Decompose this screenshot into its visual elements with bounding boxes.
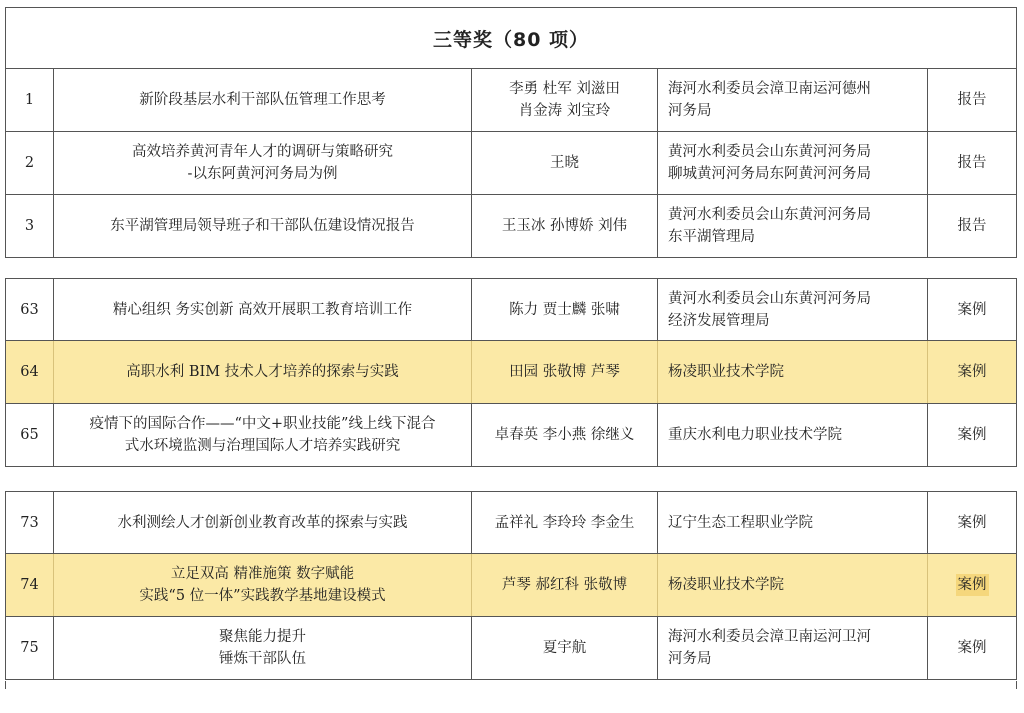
table-row	[5, 554, 1017, 617]
row-number: 74	[6, 554, 54, 616]
row-number: 65	[6, 404, 54, 466]
table-row	[5, 69, 1017, 132]
result-type-label: 案例	[956, 574, 989, 596]
organization-line: 聊城黄河河务局东阿黄河河务局	[668, 166, 871, 182]
authors-line: 孟祥礼 李玲玲 李金生	[494, 514, 635, 531]
project-title-line: 锤炼干部队伍	[219, 651, 306, 667]
organization	[658, 341, 928, 403]
result-type-label: 报告	[957, 155, 987, 171]
organization-line: 黄河水利委员会山东黄河河务局	[668, 290, 871, 307]
organization	[658, 492, 928, 553]
authors	[472, 492, 658, 553]
organization-line: 杨凌职业技术学院	[668, 577, 784, 593]
organization-line: 重庆水利电力职业技术学院	[668, 427, 842, 443]
project-title-line: 高效培养黄河青年人才的调研与策略研究	[132, 144, 393, 160]
authors-line: 李勇 杜军 刘滋田	[509, 81, 620, 97]
project-title-line: 立足双高 精准施策 数字赋能	[170, 566, 355, 582]
organization-line: 经济发展管理局	[668, 312, 770, 329]
project-title	[54, 279, 472, 340]
authors	[472, 617, 658, 679]
project-title	[54, 617, 472, 679]
result-type	[928, 195, 1016, 257]
organization-line: 东平湖管理局	[668, 229, 755, 245]
project-title-line: 东平湖管理局领导班子和干部队伍建设情况报告	[110, 218, 415, 234]
authors-line: 陈力 贾士麟 张啸	[509, 301, 620, 318]
authors-line: 王玉冰 孙博娇 刘伟	[501, 218, 628, 234]
table-row	[5, 132, 1017, 195]
result-type-label: 案例	[957, 514, 987, 531]
organization-line: 杨凌职业技术学院	[668, 364, 784, 380]
authors-line: 卓春英 李小燕 徐继义	[494, 427, 635, 443]
project-title	[54, 195, 472, 257]
organization	[658, 279, 928, 340]
organization-line: 海河水利委员会漳卫南运河德州	[668, 81, 871, 97]
project-title-line: 实践“5 位一体”实践教学基地建设模式	[139, 588, 386, 604]
table-row	[5, 491, 1017, 554]
table-row	[5, 617, 1017, 680]
organization	[658, 617, 928, 679]
project-title-line: 疫情下的国际合作——“中文+职业技能”线上线下混合	[89, 416, 436, 432]
organization	[658, 69, 928, 131]
project-title-line: 聚焦能力提升	[219, 629, 306, 645]
project-title	[54, 132, 472, 194]
table-row	[5, 278, 1017, 341]
result-type	[928, 279, 1016, 340]
project-title-line: 精心组织 务实创新 高效开展职工教育培训工作	[112, 301, 413, 318]
result-type-label: 案例	[957, 640, 987, 656]
organization-line: 河务局	[668, 651, 712, 667]
authors-line: 夏宇航	[542, 640, 587, 656]
authors	[472, 404, 658, 466]
project-title	[54, 492, 472, 553]
authors	[472, 132, 658, 194]
row-number: 64	[6, 341, 54, 403]
row-number: 75	[6, 617, 54, 679]
project-title-line: -以东阿黄河河务局为例	[187, 166, 338, 182]
table-row	[5, 341, 1017, 404]
cropped-header-remnant	[5, 258, 1017, 267]
award-title: 三等奖（80 项）	[5, 7, 1017, 69]
authors-line: 王晓	[550, 155, 579, 171]
organization-line: 河务局	[668, 103, 712, 119]
authors	[472, 341, 658, 403]
project-title	[54, 404, 472, 466]
bottom-cut-lines	[5, 681, 1017, 689]
project-title	[54, 69, 472, 131]
result-type	[928, 554, 1016, 616]
result-type-label: 案例	[957, 364, 987, 380]
project-title-line: 高职水利 BIM 技术人才培养的探索与实践	[126, 364, 399, 380]
authors	[472, 195, 658, 257]
organization-line: 黄河水利委员会山东黄河河务局	[668, 207, 871, 223]
table-row	[5, 195, 1017, 258]
project-title	[54, 554, 472, 616]
project-title-line: 式水环境监测与治理国际人才培养实践研究	[124, 438, 401, 454]
table-row	[5, 404, 1017, 467]
result-type-label: 案例	[957, 427, 987, 443]
result-type-label: 案例	[957, 301, 987, 318]
authors-line: 肖金涛 刘宝玲	[518, 103, 611, 119]
result-type-label: 报告	[957, 218, 987, 234]
row-number: 63	[6, 279, 54, 340]
row-number: 1	[6, 69, 54, 131]
authors	[472, 69, 658, 131]
authors	[472, 279, 658, 340]
authors-line: 田园 张敬博 芦琴	[509, 364, 620, 380]
row-number: 2	[6, 132, 54, 194]
project-title-line: 水利测绘人才创新创业教育改革的探索与实践	[117, 514, 408, 531]
result-type	[928, 492, 1016, 553]
organization	[658, 132, 928, 194]
organization-line: 黄河水利委员会山东黄河河务局	[668, 144, 871, 160]
project-title	[54, 341, 472, 403]
authors	[472, 554, 658, 616]
row-number: 73	[6, 492, 54, 553]
organization	[658, 195, 928, 257]
result-type-label: 报告	[957, 92, 987, 108]
result-type	[928, 341, 1016, 403]
organization	[658, 554, 928, 616]
result-type	[928, 617, 1016, 679]
result-type	[928, 132, 1016, 194]
organization	[658, 404, 928, 466]
organization-line: 海河水利委员会漳卫南运河卫河	[668, 629, 871, 645]
result-type	[928, 69, 1016, 131]
project-title-line: 新阶段基层水利干部队伍管理工作思考	[139, 92, 386, 108]
section-gap	[5, 468, 1017, 490]
organization-line: 辽宁生态工程职业学院	[668, 514, 813, 531]
authors-line: 芦琴 郝红科 张敬博	[501, 577, 628, 593]
result-type	[928, 404, 1016, 466]
row-number: 3	[6, 195, 54, 257]
